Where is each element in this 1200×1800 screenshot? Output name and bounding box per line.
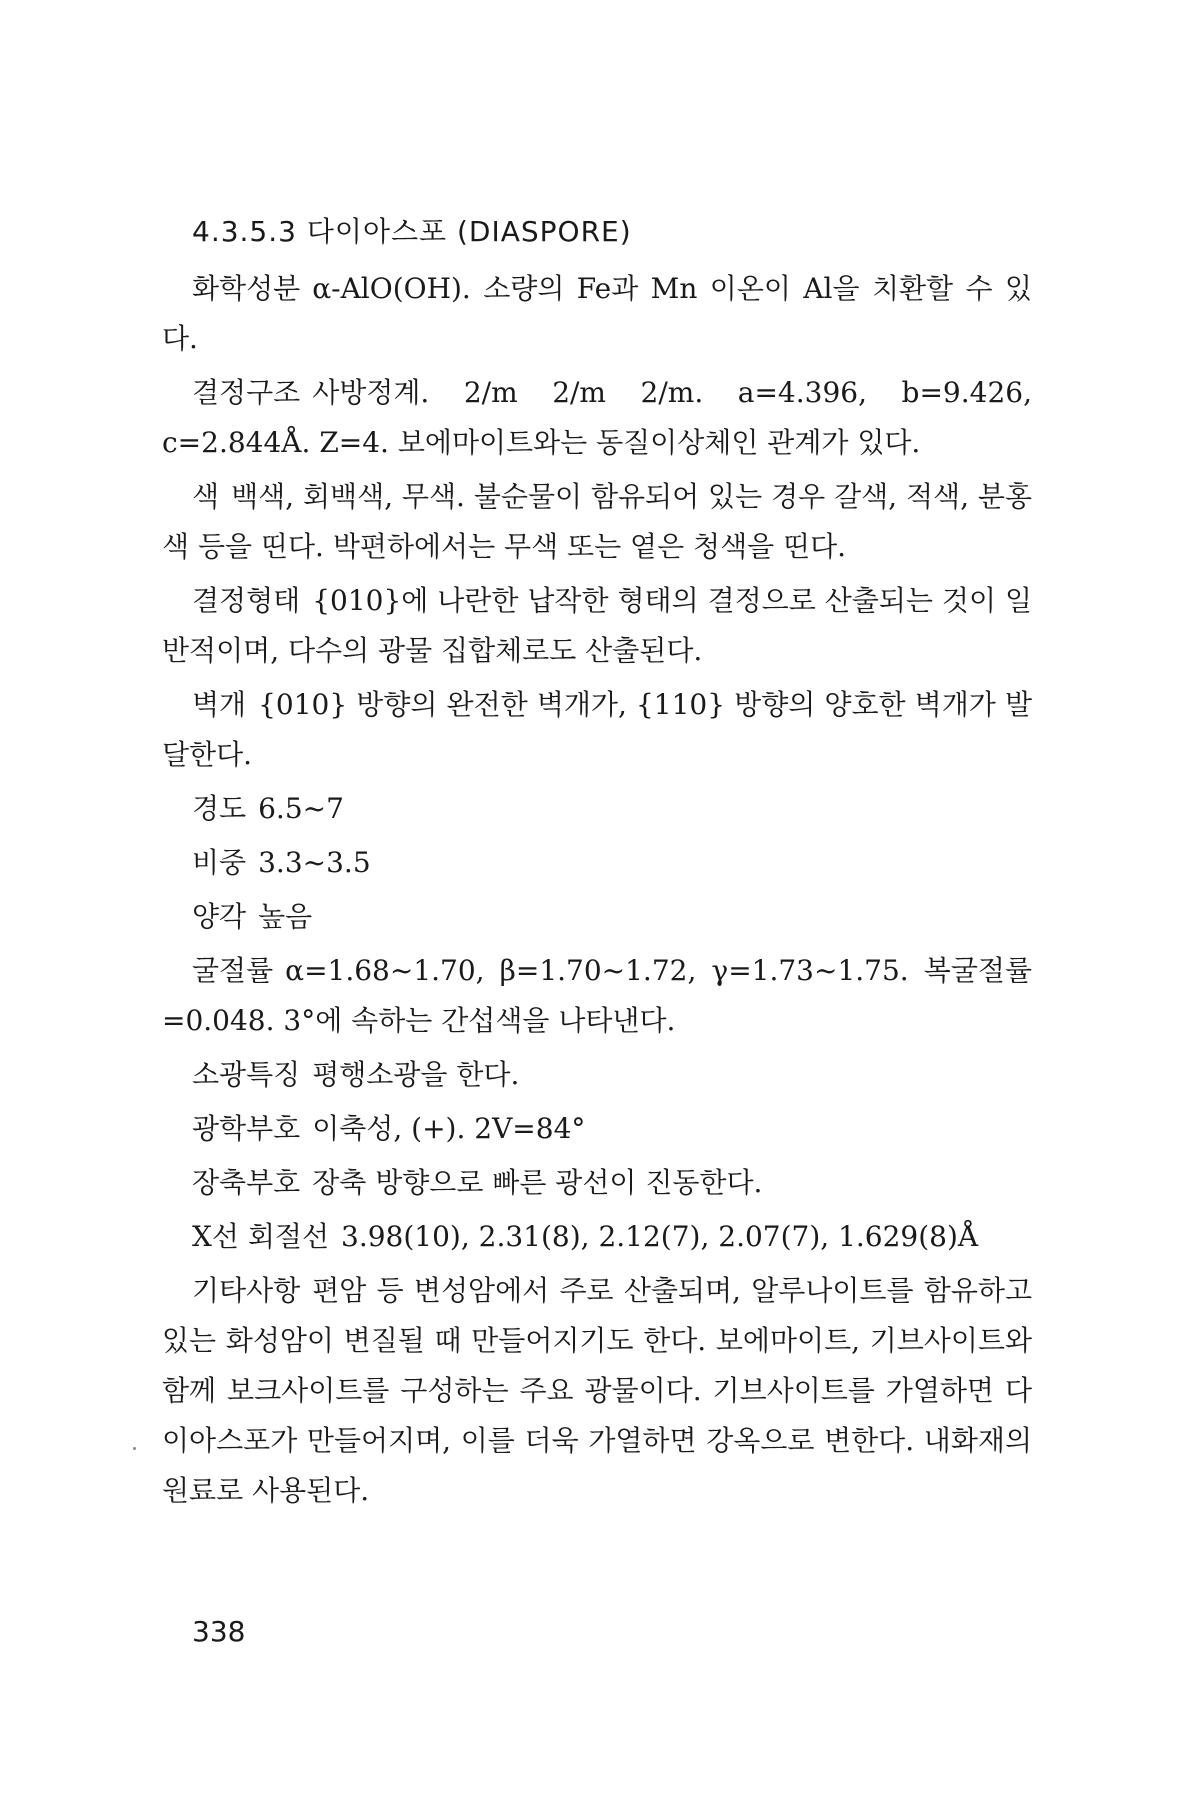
property-label: 굴절률 — [192, 954, 274, 987]
section-heading: 4.3.5.3 다이아스포 (DIASPORE) — [192, 215, 632, 248]
property-crystal-habit — [162, 576, 1032, 680]
scan-speck — [133, 1447, 136, 1450]
property-text: 백색, 회백색, 무색. 불순물이 함유되어 있는 경우 갈색, 적색, 분홍색 등을 띤다. 박편하에서는 무색 또는 옅은 청색을 띤다. — [162, 480, 1032, 563]
property-label: 화학성분 — [192, 272, 301, 305]
property-text: α-AlO(OH). 소량의 Fe과 Mn 이온이 Al을 치환할 수 있다. — [162, 272, 1032, 355]
property-hardness — [162, 784, 1032, 838]
page-content — [162, 210, 1032, 1520]
property-text: {010} 방향의 완전한 벽개가, {110} 방향의 양호한 벽개가 발달한다. — [162, 688, 1032, 771]
property-text: 편암 등 변성암에서 주로 산출되며, 알루나이트를 함유하고 있는 화성암이 변질될 때 만들어지기도 한다. 보에마이트, 기브사이트와 함께 보크사이트를 구성하는 주요 광물이다. 기브사이트를 가열하면 다이아스포가 만들어지며, 이를 더욱 가열하면 강옥으로 변한다. 내화재의 원료로 사용된다. — [162, 1274, 1032, 1507]
property-text: α=1.68~1.70, β=1.70~1.72, γ=1.73~1.75. 복굴절률=0.048. 3°에 속하는 간섭색을 나타낸다. — [162, 954, 1032, 1037]
property-label: 경도 — [192, 792, 247, 825]
property-text: 6.5~7 — [258, 792, 344, 825]
page-number: 338 — [192, 1615, 246, 1648]
property-label: 양각 — [192, 900, 247, 933]
property-refractive-index — [162, 946, 1032, 1050]
property-label: 벽개 — [192, 688, 247, 721]
property-text: {010}에 나란한 납작한 형태의 결정으로 산출되는 것이 일반적이며, 다수의 광물 집합체로도 산출된다. — [162, 584, 1032, 667]
property-specific-gravity — [162, 838, 1032, 892]
property-other-notes — [162, 1266, 1032, 1520]
property-text: 이축성, (+). 2V=84° — [312, 1112, 586, 1145]
property-cleavage — [162, 680, 1032, 784]
property-chemical-composition — [162, 264, 1032, 368]
property-text: 평행소광을 한다. — [312, 1058, 520, 1091]
property-label: 광학부호 — [192, 1112, 301, 1145]
property-label: 기타사항 — [192, 1274, 301, 1307]
property-elongation-sign — [162, 1158, 1032, 1212]
property-color — [162, 472, 1032, 576]
property-crystal-structure — [162, 368, 1032, 472]
property-label: 색 — [192, 480, 220, 513]
property-label: 결정구조 — [192, 376, 301, 409]
property-text: 3.3~3.5 — [258, 846, 371, 879]
property-text: 장축 방향으로 빠른 광선이 진동한다. — [312, 1166, 763, 1199]
property-text: 사방정계. 2/m 2/m 2/m. a=4.396, b=9.426, c=2.844Å. Z=4. 보에마이트와는 동질이상체인 관계가 있다. — [162, 376, 1032, 459]
property-label: X선 회절선 — [192, 1220, 330, 1253]
property-label: 결정형태 — [192, 584, 301, 617]
property-text: 3.98(10), 2.31(8), 2.12(7), 2.07(7), 1.629(8)Å — [341, 1220, 979, 1253]
property-label: 비중 — [192, 846, 247, 879]
property-optic-sign — [162, 1104, 1032, 1158]
property-extinction — [162, 1050, 1032, 1104]
property-text: 높음 — [258, 900, 313, 933]
property-xray-diffraction — [162, 1212, 1032, 1266]
property-relief — [162, 892, 1032, 946]
property-label: 장축부호 — [192, 1166, 301, 1199]
property-label: 소광특징 — [192, 1058, 301, 1091]
